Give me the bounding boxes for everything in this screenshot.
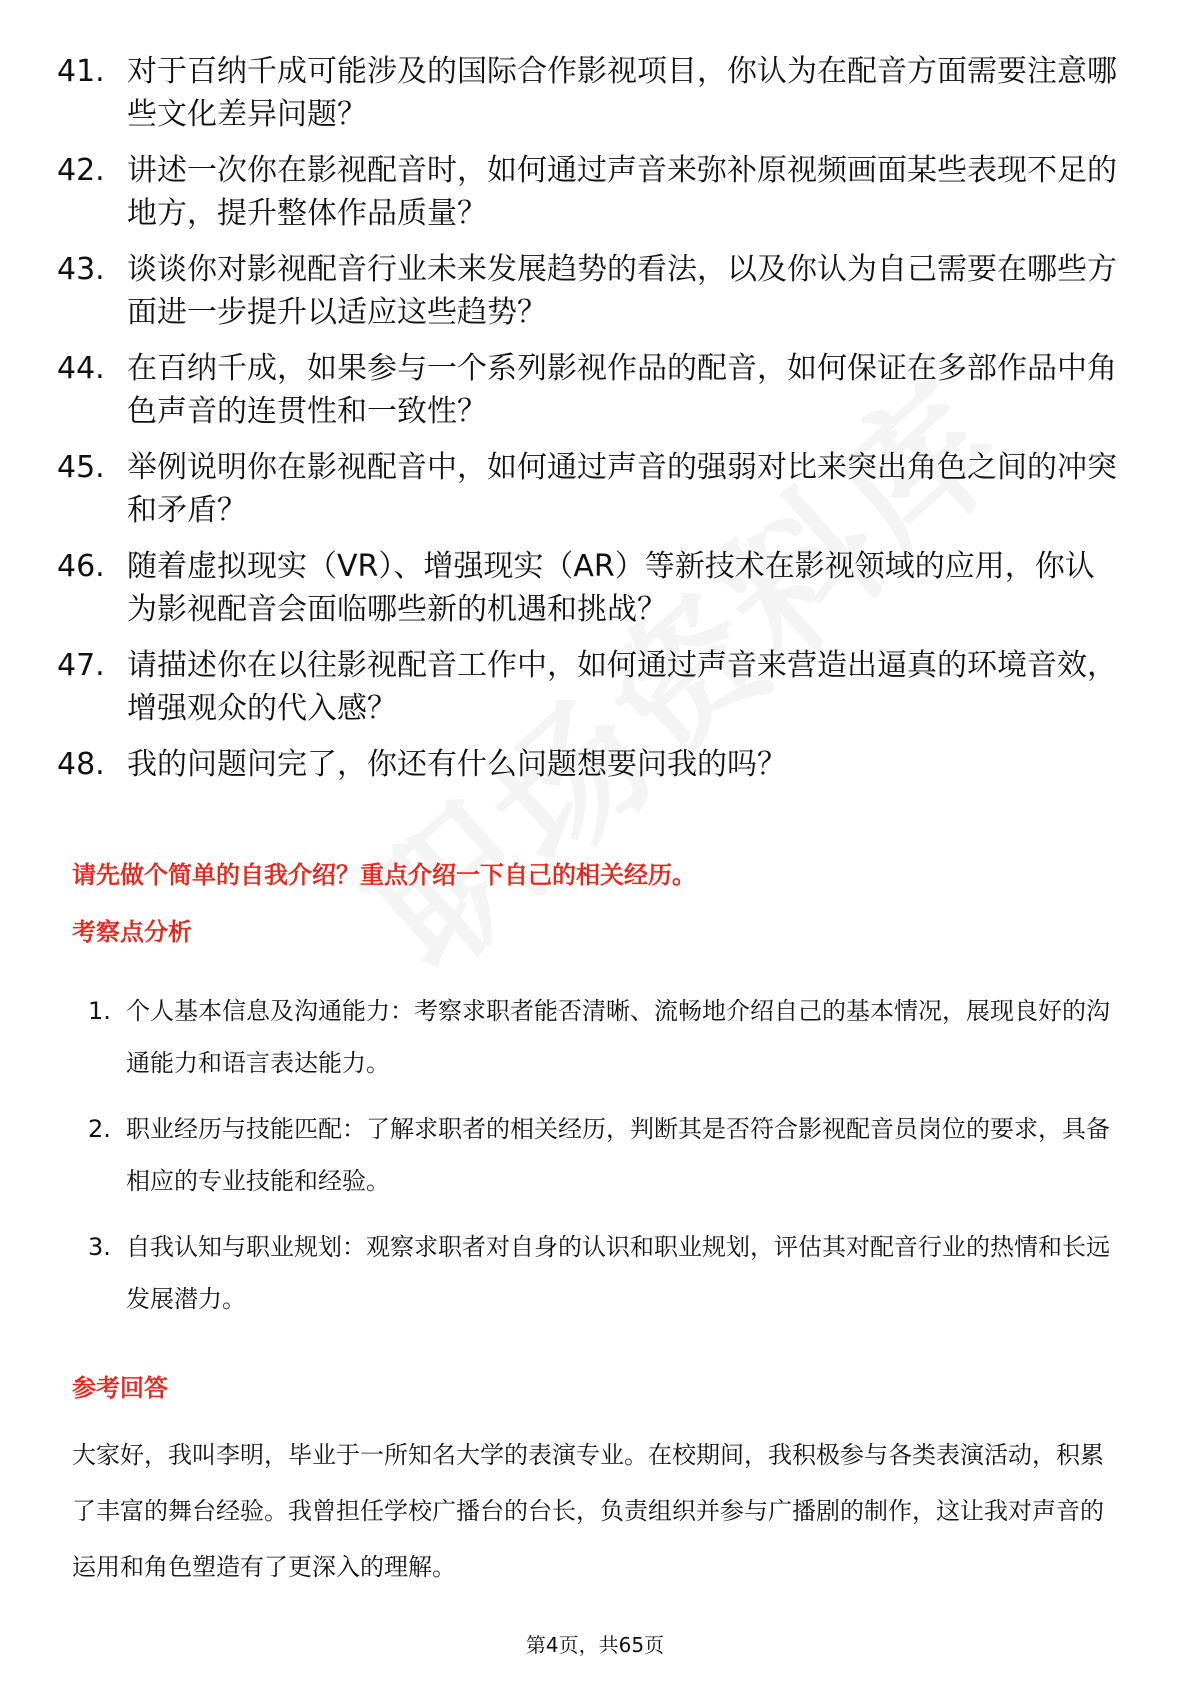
question-text: 请描述你在以往影视配音工作中，如何通过声音来营造出逼真的环境音效，增强观众的代入感？	[127, 648, 1117, 726]
analysis-point	[88, 985, 1118, 1089]
question-number: 47.	[57, 648, 105, 683]
question-text: 谈谈你对影视配音行业未来发展趋势的看法，以及你认为自己需要在哪些方面进一步提升以适应这些趋势？	[127, 252, 1117, 330]
question-item	[57, 50, 1137, 136]
question-number: 44.	[57, 351, 105, 386]
page-footer: 第4页，共65页	[525, 1633, 665, 1657]
answer-heading: 参考回答	[72, 1374, 168, 1402]
question-number: 43.	[57, 252, 105, 287]
question-text: 讲述一次你在影视配音时，如何通过声音来弥补原视频画面某些表现不足的地方，提升整体作品质量？	[127, 153, 1117, 231]
analysis-point-text: 自我认知与职业规划：观察求职者对自身的认识和职业规划，评估其对配音行业的热情和长远发展潜力。	[126, 1233, 1110, 1313]
prompt-heading: 请先做个简单的自我介绍？重点介绍一下自己的相关经历。	[72, 861, 696, 889]
question-number: 41.	[57, 54, 105, 89]
question-text: 随着虚拟现实（VR）、增强现实（AR）等新技术在影视领域的应用，你认为影视配音会面临哪些新的机遇和挑战？	[127, 549, 1095, 627]
analysis-point-text: 个人基本信息及沟通能力：考察求职者能否清晰、流畅地介绍自己的基本情况，展现良好的沟通能力和语言表达能力。	[126, 997, 1110, 1077]
question-text: 在百纳千成，如果参与一个系列影视作品的配音，如何保证在多部作品中角色声音的连贯性和一致性？	[127, 351, 1117, 429]
question-item	[57, 545, 1137, 631]
question-item	[57, 644, 1137, 730]
question-item	[57, 149, 1137, 235]
analysis-point-list	[88, 985, 1118, 1339]
analysis-point-number: 2.	[88, 1115, 111, 1143]
analysis-point	[88, 1103, 1118, 1207]
question-text: 对于百纳千成可能涉及的国际合作影视项目，你认为在配音方面需要注意哪些文化差异问题？	[127, 54, 1117, 132]
analysis-point-number: 1.	[88, 997, 111, 1025]
question-number: 42.	[57, 153, 105, 188]
analysis-heading: 考察点分析	[72, 918, 192, 946]
question-item	[57, 248, 1137, 334]
question-item	[57, 347, 1137, 433]
analysis-point-number: 3.	[88, 1233, 111, 1261]
question-number: 48.	[57, 747, 105, 782]
question-list	[57, 50, 1137, 799]
question-text: 我的问题问完了，你还有什么问题想要问我的吗？	[127, 747, 787, 782]
analysis-point	[88, 1221, 1118, 1325]
question-item	[57, 446, 1137, 532]
answer-paragraph: 大家好，我叫李明，毕业于一所知名大学的表演专业。在校期间，我积极参与各类表演活动，积累了丰富的舞台经验。我曾担任学校广播台的台长，负责组织并参与广播剧的制作，这让我对声音的运用和角色塑造有了更深入的理解。	[72, 1441, 1104, 1581]
question-item	[57, 743, 1137, 786]
question-number: 46.	[57, 549, 105, 584]
question-number: 45.	[57, 450, 105, 485]
analysis-point-text: 职业经历与技能匹配：了解求职者的相关经历，判断其是否符合影视配音员岗位的要求，具备相应的专业技能和经验。	[126, 1115, 1110, 1195]
question-text: 举例说明你在影视配音中，如何通过声音的强弱对比来突出角色之间的冲突和矛盾？	[127, 450, 1117, 528]
